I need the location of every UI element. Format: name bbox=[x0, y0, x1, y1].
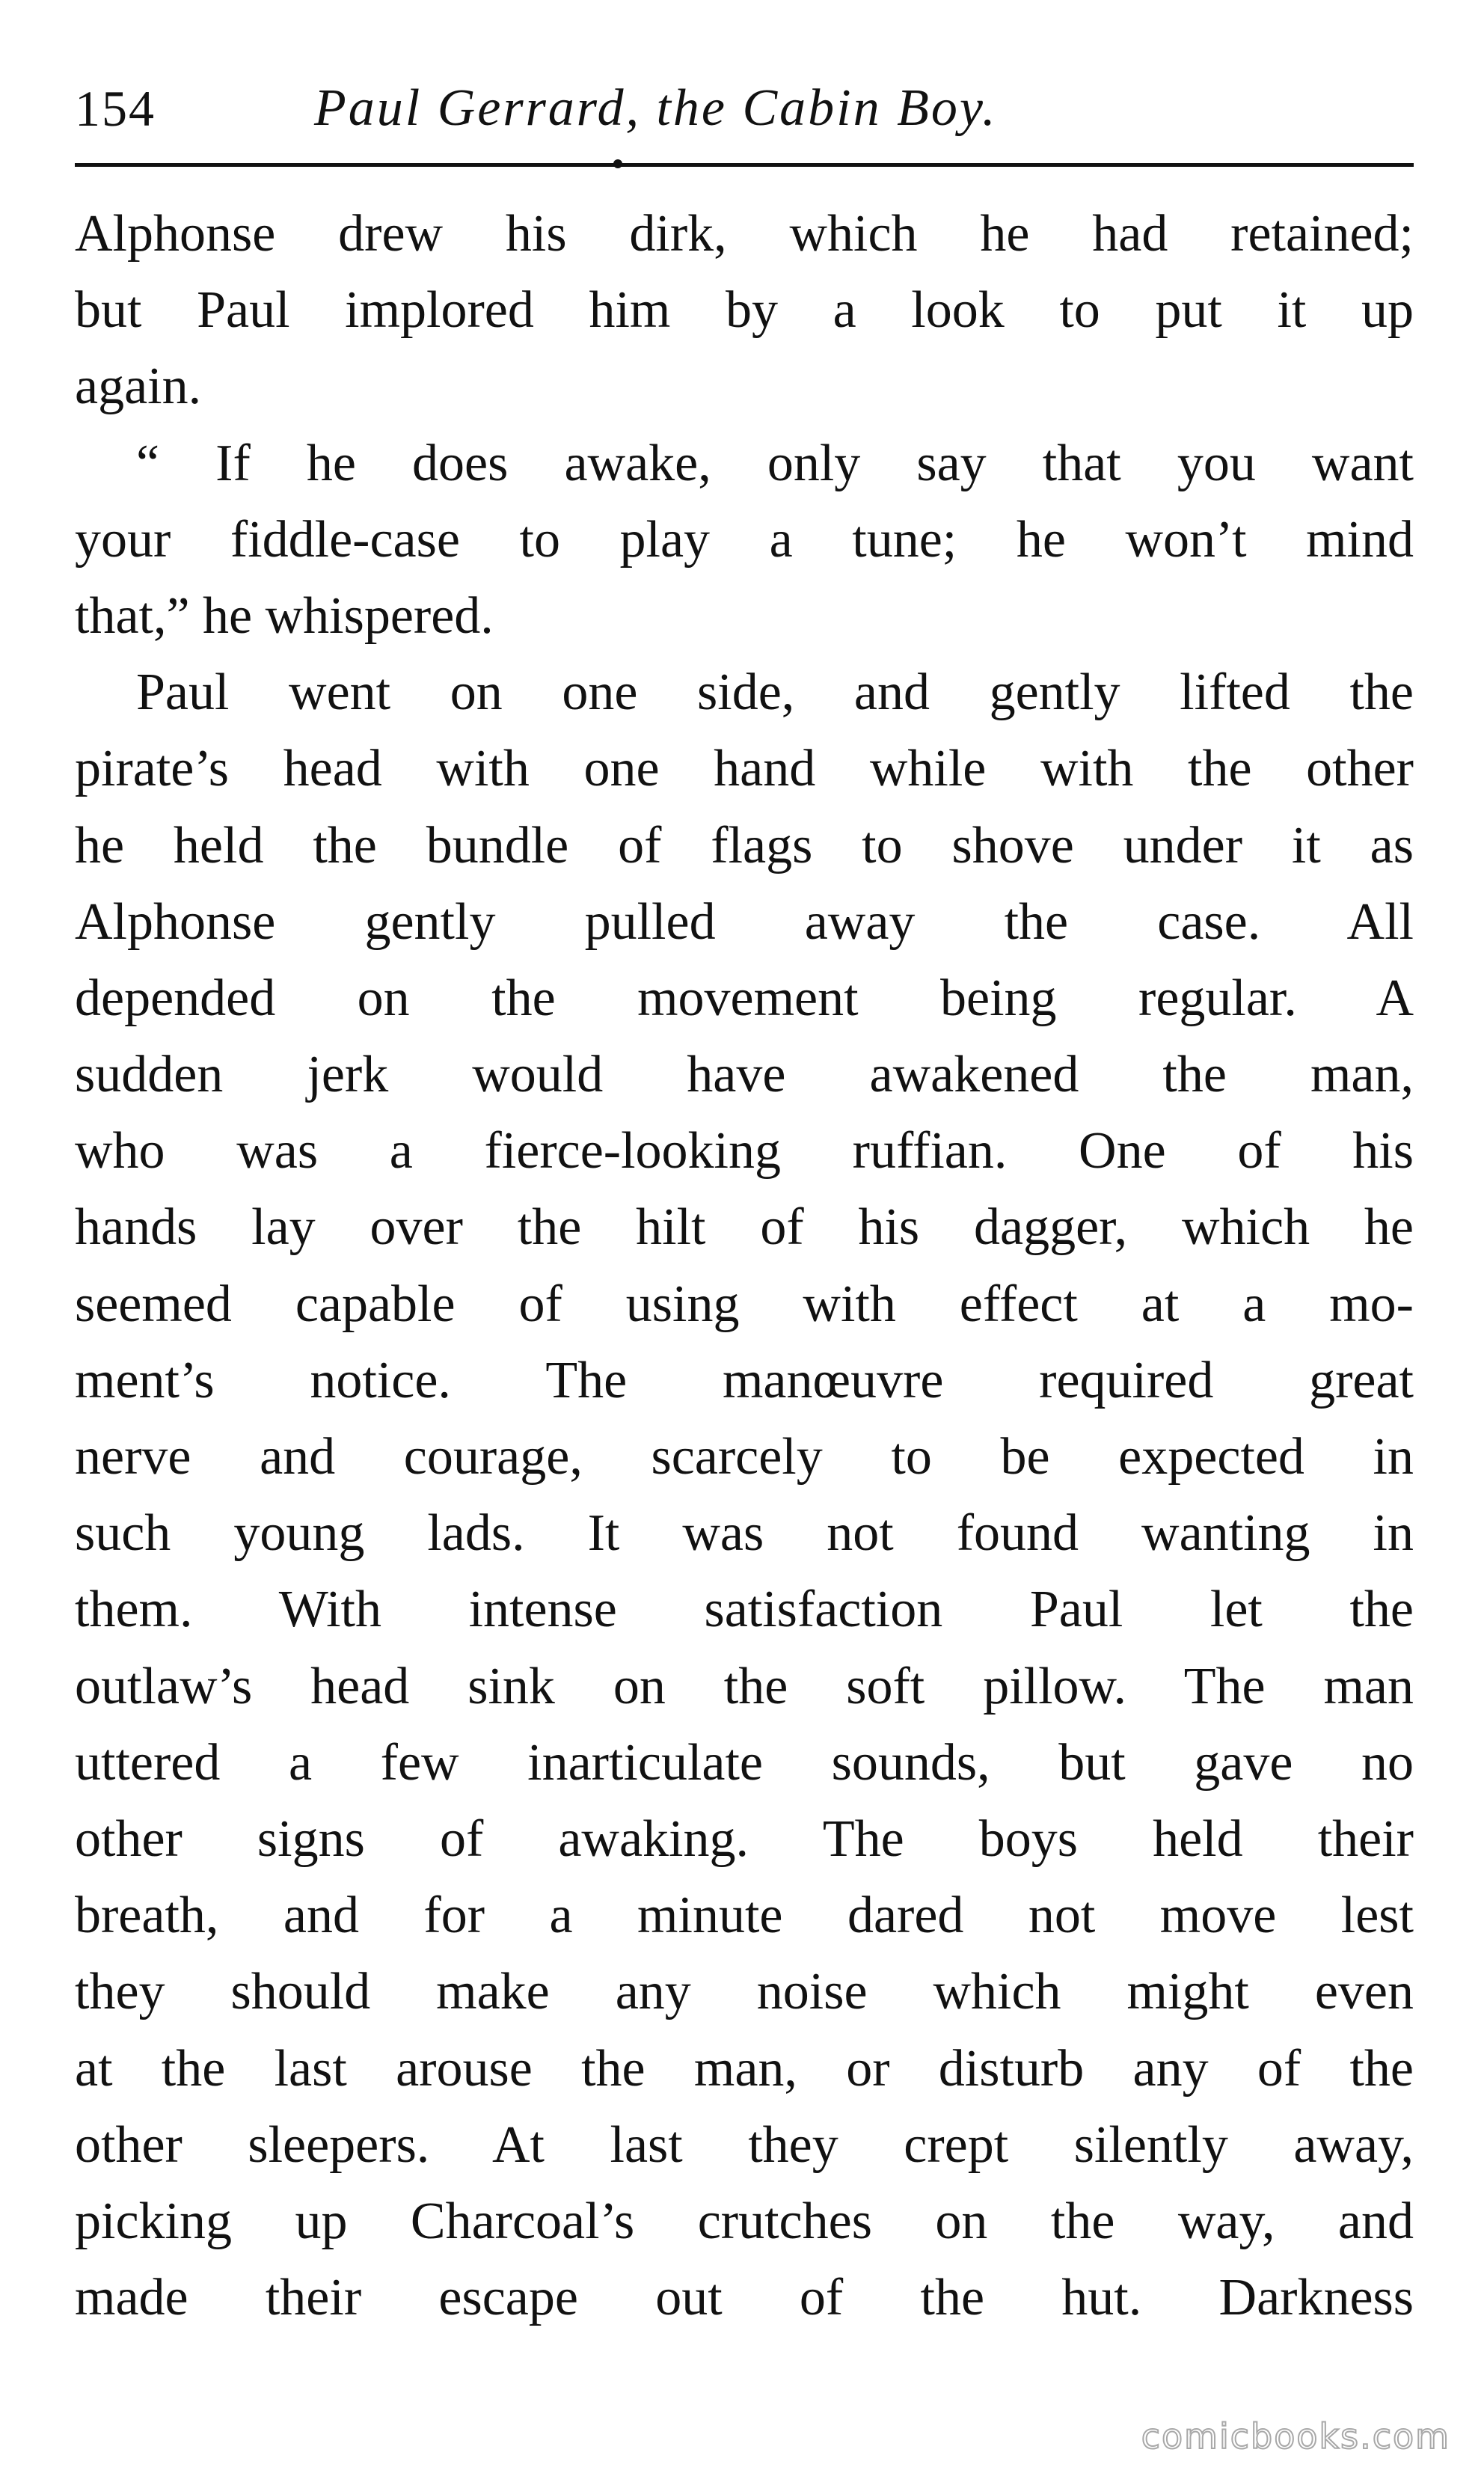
text-line: who was a fierce-looking ruffian. One of his bbox=[75, 1122, 1414, 1180]
watermark-logo: comicbooks.com bbox=[1141, 2416, 1450, 2457]
text-line: your fiddle-case to play a tune; he won’t mind bbox=[75, 510, 1414, 569]
text-line: other signs of awaking. The boys held their bbox=[75, 1810, 1414, 1868]
text-line: they should make any noise which might even bbox=[75, 1963, 1414, 2021]
text-line: again. bbox=[75, 358, 202, 416]
text-line: that,” he whispered. bbox=[75, 586, 494, 645]
text-line: depended on the movement being regular. A bbox=[75, 969, 1414, 1027]
text-line: seemed capable of using with effect at a mo- bbox=[75, 1275, 1414, 1333]
text-line: uttered a few inarticulate sounds, but gave no bbox=[75, 1733, 1414, 1792]
page-header bbox=[75, 71, 1414, 153]
body-text bbox=[75, 196, 1414, 2336]
header-rule-ornament bbox=[613, 159, 622, 168]
text-line: Alphonse gently pulled away the case. All bbox=[75, 892, 1414, 951]
text-line: but Paul implored him by a look to put it up bbox=[75, 281, 1414, 340]
text-line: pirate’s head with one hand while with the other bbox=[75, 740, 1414, 798]
text-line: sudden jerk would have awakened the man, bbox=[75, 1046, 1414, 1104]
text-line: other sleepers. At last they crept silently away, bbox=[75, 2115, 1414, 2174]
text-line: he held the bundle of flags to shove under it as bbox=[75, 816, 1414, 874]
text-line: picking up Charcoal’s crutches on the way, and bbox=[75, 2192, 1414, 2250]
text-line: outlaw’s head sink on the soft pillow. The man bbox=[75, 1657, 1414, 1715]
text-line: Alphonse drew his dirk, which he had retained; bbox=[75, 205, 1414, 263]
text-line: them. With intense satisfaction Paul let the bbox=[75, 1581, 1414, 1639]
header-rule bbox=[75, 163, 1414, 167]
text-line: at the last arouse the man, or disturb any of the bbox=[75, 2039, 1414, 2098]
text-line: Paul went on one side, and gently lifted the bbox=[136, 664, 1414, 722]
text-line: ment’s notice. The manœuvre required great bbox=[75, 1351, 1414, 1409]
text-line: breath, and for a minute dared not move lest bbox=[75, 1887, 1414, 1945]
text-line: hands lay over the hilt of his dagger, which he bbox=[75, 1198, 1414, 1257]
running-title: Paul Gerrard, the Cabin Boy. bbox=[314, 79, 998, 137]
text-line: such young lads. It was not found wanting in bbox=[75, 1504, 1414, 1563]
text-line: nerve and courage, scarcely to be expected in bbox=[75, 1428, 1414, 1486]
page-number: 154 bbox=[75, 80, 156, 137]
text-line: “ If he does awake, only say that you want bbox=[136, 434, 1414, 492]
text-line: made their escape out of the hut. Darkness bbox=[75, 2269, 1414, 2327]
